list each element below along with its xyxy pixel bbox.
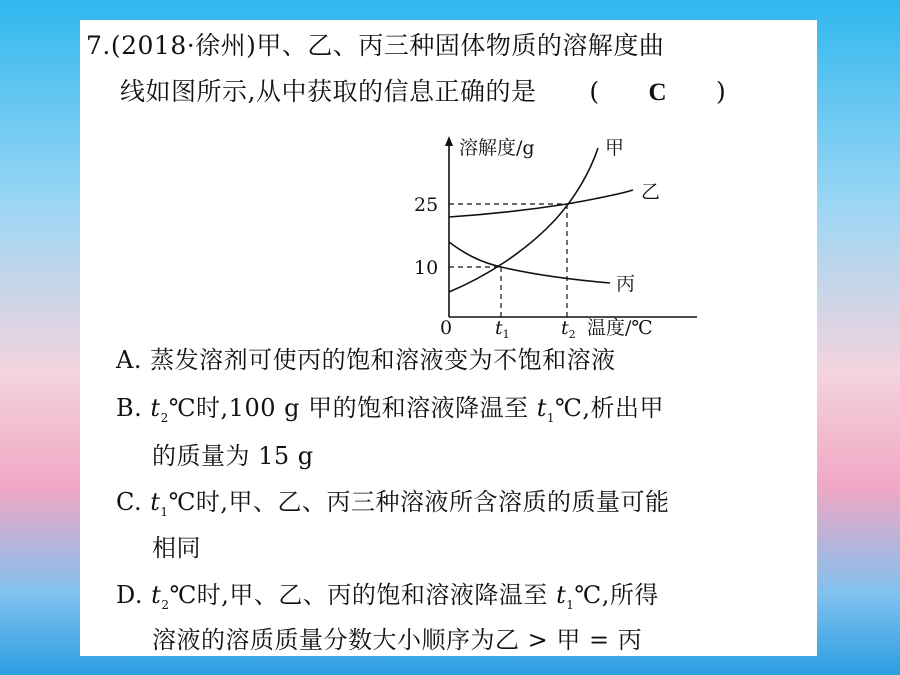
question-line-2 bbox=[120, 72, 726, 108]
x-tick-t2: $t_2$ bbox=[561, 317, 576, 341]
option-d: D. $t_2℃$时,甲、乙、丙的饱和溶液降温至 $t_1℃$,所得 bbox=[116, 581, 659, 612]
answer-paren-open: ( bbox=[589, 77, 600, 106]
slide-content bbox=[80, 20, 817, 656]
option-b: B. $t_2℃$时,100 g 甲的饱和溶液降温至 $t_1℃$,析出甲 bbox=[116, 394, 665, 425]
option-c: C. $t_1℃$时,甲、乙、丙三种溶液所含溶质的质量可能 bbox=[116, 488, 670, 519]
y-tick-25: 25 bbox=[414, 194, 439, 216]
curve-label-jia: 甲 bbox=[605, 137, 625, 159]
curve-label-yi: 乙 bbox=[641, 181, 661, 203]
curve-bing bbox=[449, 242, 610, 283]
option-a: A. 蒸发溶剂可使丙的饱和溶液变为不饱和溶液 bbox=[116, 346, 616, 374]
y-tick-10: 10 bbox=[414, 257, 439, 279]
question-line-1: 7.(2018·徐州)甲、乙、丙三种固体物质的溶解度曲 bbox=[86, 31, 665, 60]
x-axis-label: 温度/℃ bbox=[587, 317, 653, 339]
x-tick-t1: $t_1$ bbox=[495, 317, 510, 341]
y-axis-arrow bbox=[445, 136, 453, 146]
question-text: 线如图所示,从中获取的信息正确的是 bbox=[120, 77, 537, 106]
option-c-line-2: 相同 bbox=[152, 534, 201, 562]
curve-jia bbox=[449, 148, 598, 292]
option-d-line-2: 溶液的溶质质量分数大小顺序为乙 > 甲 = 丙 bbox=[152, 626, 643, 654]
answer-letter: C bbox=[648, 79, 668, 106]
y-axis-label: 溶解度/g bbox=[459, 137, 535, 159]
option-b-line-2: 的质量为 15 g bbox=[152, 442, 314, 470]
answer-paren-close: ) bbox=[716, 77, 727, 106]
origin-label: 0 bbox=[440, 317, 453, 339]
curve-label-bing: 丙 bbox=[616, 273, 636, 295]
solubility-graph bbox=[405, 132, 705, 341]
